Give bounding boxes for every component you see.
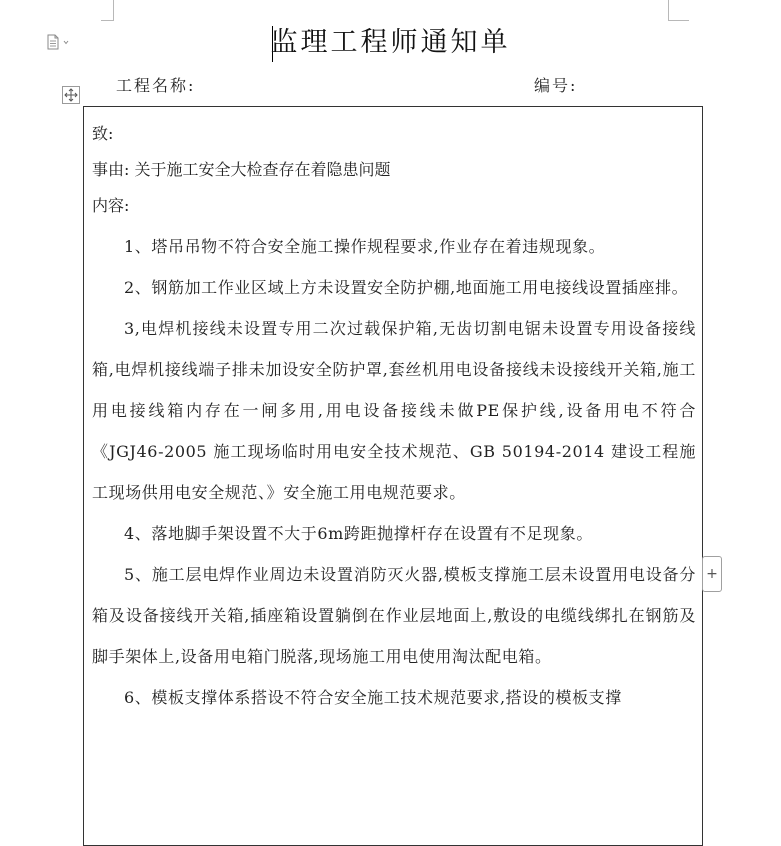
subject-line: 事由: 关于施工安全大检查存在着隐患问题 — [92, 160, 391, 179]
page-corner-mark-right — [668, 0, 689, 21]
content-item-6: 6、模板支撑体系搭设不符合安全施工技术规范要求,搭设的模板支撑 — [124, 688, 622, 707]
content-item-2: 2、钢筋加工作业区域上方未设置安全防护棚,地面施工用电接线设置插座排。 — [124, 278, 689, 297]
content-item-4: 4、落地脚手架设置不大于6m跨距抛撑杆存在设置有不足现象。 — [124, 524, 593, 543]
to-label: 致: — [92, 124, 114, 143]
add-row-icon[interactable]: + — [702, 556, 722, 592]
content-item-5: 5、施工层电焊作业周边未设置消防灭火器,模板支撑施工层未设置用电设备分箱及设备接线开关箱,插座箱设置躺倒在作业层地面上,敷设的电缆线绑扎在钢筋及脚手架体上,设备用电箱门脱落,现场施工用电使用淘汰配电箱。 — [92, 565, 696, 666]
content-label: 内容: — [92, 196, 130, 215]
content-item-1: 1、塔吊吊物不符合安全施工操作规程要求,作业存在着违规现象。 — [124, 237, 606, 256]
notice-content-table[interactable] — [83, 106, 703, 846]
page-title: 监理工程师通知单 — [270, 27, 511, 58]
table-move-handle-icon[interactable] — [62, 86, 80, 104]
page-corner-mark-left — [101, 0, 114, 21]
number-label: 编号: — [534, 76, 578, 95]
content-item-3: 3,电焊机接线未设置专用二次过载保护箱,无齿切割电锯未设置专用设备接线箱,电焊机接线端子排未加设安全防护罩,套丝机用电设备接线未设接线开关箱,施工用电接线箱内存在一闸多用,用电设备接线未做PE保护线,设备用电不符合《JGJ46-2005 施工现场临时用电安全技术规范、GB 50194-2014 建设工程施工现场供用电安全规范、》安全施工用电规范要求。 — [92, 319, 696, 502]
project-name-label: 工程名称: — [116, 76, 196, 95]
